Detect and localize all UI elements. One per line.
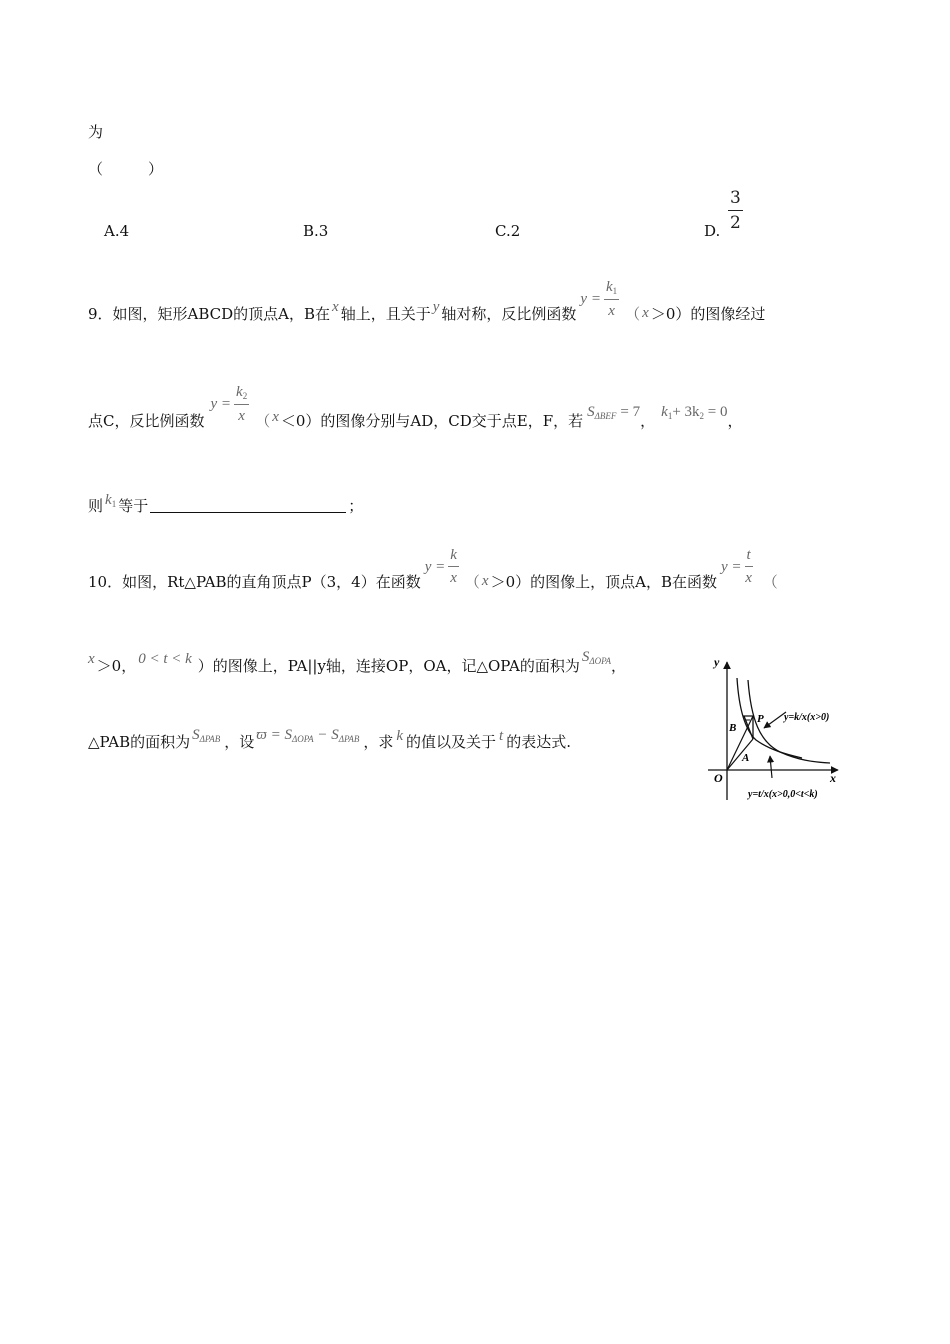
numerator: k (605, 278, 613, 295)
fraction-numerator: 3 (728, 190, 743, 211)
subscript: 2 (242, 390, 248, 401)
option-b: B.3 (303, 222, 329, 240)
area-symbol-opa: $S_{\Delta OPA}$ (581, 648, 611, 666)
q9-line-1 (88, 278, 765, 348)
q10-text: ，设 (224, 732, 255, 751)
point-b-label: B (729, 722, 737, 734)
point-a-label: A (742, 752, 750, 764)
formula-k-over-x (448, 548, 459, 586)
formula-t-over-x (745, 548, 753, 586)
curve-t-label: y=t/x(x>0,0<t<k) (748, 789, 818, 800)
q9-text: 点C，反比例函数 (88, 411, 205, 430)
q10-text: ）的图像上，PA||y轴，连接OP，OA，记△OPA的面积为 (197, 656, 580, 675)
area-value: = 7 (620, 403, 641, 420)
q10-text: 10．如图，Rt△PAB的直角顶点P（3，4）在函数 (88, 572, 421, 591)
denominator: x (238, 407, 245, 424)
denominator: x (745, 570, 752, 586)
figure-svg (700, 650, 850, 805)
q10-text: （ (464, 574, 480, 591)
var-x: x (642, 304, 649, 321)
q9-line-2 (88, 385, 743, 455)
q10-text: ＞0， (96, 656, 137, 675)
q10-text: △PAB的面积为 (88, 732, 191, 751)
omega-definition: $ϖ = S_{\Delta OPA} - S_{\Delta PAB}$ (256, 726, 360, 744)
q9-text: ， (727, 411, 743, 430)
option-d-fraction (728, 190, 743, 232)
area-symbol-bef: $S_{\Delta BEF}$ (587, 403, 617, 421)
var-y: y (432, 298, 440, 315)
q9-text: 则 (88, 496, 104, 515)
point-p-label: P (757, 713, 764, 725)
q10-text: ， (610, 656, 626, 675)
q10-text: 的表达式. (506, 732, 571, 751)
numerator: k (448, 548, 459, 567)
q9-text: ＞0）的图像经过 (650, 304, 766, 323)
origin-label: O (714, 771, 723, 785)
var-x: x (481, 572, 489, 589)
y-axis-label: y (714, 655, 720, 669)
var-k1: $k_1$ (105, 491, 117, 509)
var-k: k (396, 727, 404, 744)
var-x: x (88, 650, 95, 667)
q9-text: 9．如图，矩形ABCD的顶点A，B在 (88, 304, 331, 323)
subscript: 1 (612, 285, 618, 296)
q10-text: 的值以及关于 (406, 732, 497, 751)
denominator: x (608, 302, 615, 319)
label-arrow-k (764, 712, 786, 728)
var-x: x (272, 408, 279, 425)
numerator: k (236, 383, 243, 400)
q10-line-3 (88, 726, 571, 756)
formula-lhs: y = (424, 558, 446, 575)
var-t: t (499, 727, 504, 744)
answer-blank[interactable] (150, 498, 346, 513)
formula-lhs: y = (580, 290, 601, 307)
answer-paren: （ ） (88, 160, 164, 178)
q8-tail-text: 为 (88, 123, 104, 141)
option-d-label: D. (704, 222, 721, 240)
q10-line-2 (88, 650, 626, 680)
option-c: C.2 (495, 222, 521, 240)
area-symbol-pab: $S_{\Delta PAB}$ (192, 726, 221, 744)
q9-text: ， (640, 411, 656, 430)
formula-lhs: y = (721, 558, 742, 575)
fraction-denominator: 2 (730, 213, 741, 233)
q10-line-1 (88, 546, 778, 616)
q9-text: 等于 (118, 496, 149, 515)
q10-text: ＞0）的图像上，顶点A，B在函数 (490, 572, 717, 591)
inequality: 0 < t < k (138, 650, 192, 667)
var-x: x (332, 298, 339, 315)
q9-text: ＜0）的图像分别与AD，CD交于点E，F，若 (280, 411, 584, 430)
q9-text: （ (625, 306, 641, 323)
q10-figure (700, 650, 850, 805)
q9-text: 轴上，且关于 (340, 304, 431, 323)
curve-k-label: y=k/x(x>0) (784, 712, 830, 723)
q10-text: （ (762, 574, 778, 591)
q9-text: 轴对称，反比例函数 (441, 304, 577, 323)
q9-text: （ (255, 413, 271, 430)
option-a: A.4 (104, 222, 130, 240)
q9-line-3 (88, 490, 363, 520)
formula-lhs: y = (210, 395, 232, 412)
numerator: t (745, 548, 753, 567)
x-axis-label: x (830, 771, 836, 785)
formula-k1-over-x (604, 280, 619, 319)
denominator: x (450, 570, 457, 586)
k-relation: $k_1+ 3k_2 = 0$ (661, 403, 728, 421)
formula-k2-over-x (234, 385, 249, 424)
q10-text: ，求 (363, 732, 394, 751)
label-arrow-t (770, 756, 772, 778)
q9-text: ； (348, 496, 364, 515)
